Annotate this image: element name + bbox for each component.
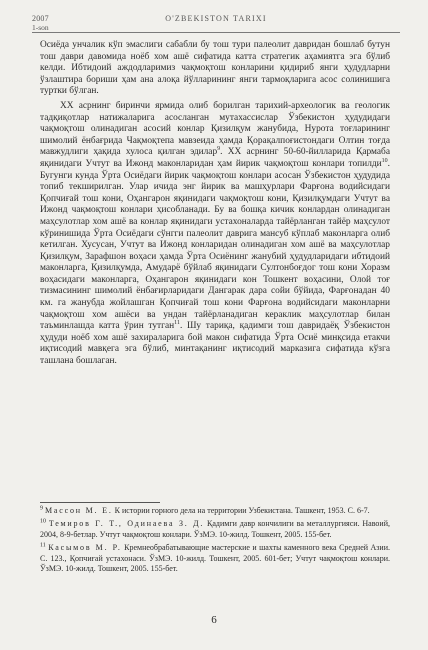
footnote-11 xyxy=(40,543,390,574)
paragraph-2-text-b: . XX асрнинг 50-60-йилларида Қармаба яқинидаги Учтут ва Ижонд маконларидан ҳам йирик чақмоқтош конлари топилди xyxy=(40,147,390,169)
page-number: 6 xyxy=(211,614,217,626)
footnote-author: Темиров Г. Т., Одинаева З. Д. xyxy=(48,519,205,529)
footnote-ref-11[interactable]: 11 xyxy=(174,320,180,327)
footnote-text: Кремнеобрабатывающие мастерские и шахты каменного века Средней Азии. С. 123., Қопчиғай устахонаси. ЎзМЭ. 10-жилд. Тошкент, 2005. 601-бет; Учтут чақмоқтош конлари. ЎзМЭ. 10-жилд. Тошкент, 2005. 155-бет. xyxy=(40,543,390,574)
footnote-text: К истории горного дела на территории Узбекистана. Ташкент, 1953. С. 6-7. xyxy=(112,506,370,515)
footnote-text: Қадимги давр кончилиги ва металлургияси. Навоий, 2004, 8-9-бетлар. Учтут чақмоқтош конлари. ЎзМЭ. 10-жилд. Тошкент, 2005. 155-бет. xyxy=(40,519,390,539)
paragraph-1 xyxy=(40,40,390,98)
paragraph-2-text: XX асрнинг биринчи ярмида олиб борилган тарихий-археологик ва геологик тадқиқотлар натижаларига асосланган мутахассислар Ўзбекистон ҳудудидаги чақмоқтош олинадиган асосий конлар Қизилқум жанубида, Нурота тоғларининг шимолий ёнбағрида Чақмоқтепа мавзеида ҳамда Қорақалпоғистондаги Олтин тоғда мавжудлиги ҳақида хулоса қилган эдилар xyxy=(40,100,390,158)
paragraph-2-text-d: . Шу тариқа, қадимги тош давридаёқ Ўзбекистон ҳудуди ноёб хом ашё захираларига бой макон сифатида Ўрта Осиё минқсида етакчи иқтисодий мавқега эга бўлиб, минтақанинг иқтисодий марказига сифатида кўзга ташлана бошлаган. xyxy=(40,321,391,367)
body-text xyxy=(40,40,390,368)
running-header xyxy=(32,14,400,32)
footnote-author: Касымов М. Р. xyxy=(48,543,122,553)
footnote-ref-9[interactable]: 9 xyxy=(217,146,221,153)
paragraph-2-text-c: . Бугунги кунда Ўрта Осиёдаги йирик чақмоқтош конлари асосан Ўзбекистон ҳудудида топиб текширилган. Улар ичида энг йирик ва машҳурлари Фарғона водийсидаги Қопчиғай тош кони, Оҳангарон яқинидаги чақмоқтош кони, Қизилқумдаги Учтут ва Ижонд чақмоқтош конлари ҳисобланади. Бу ва бошқа кичик конлардан олинадиган маҳсулотлар хом ашё ва конлар яқинидаги устахоналарда тайёрланган тайёр маҳсулот кўринишида Ўрта Осиёдаги сўнгги палеолит даврига мансуб кўплаб маконларга олиб кетилган. Хусусан, Учтут ва Ижонд конларидан олинадиган хом ашё ва маҳсулотлар Қизилқум, Зарафшон воҳаси ҳамда Ўрта Осиёнинг жанубий ҳудудларидаги ибтидоий маконларга, Қизилқумда, Амударё бўйлаб яқинидаги Султонбоғдог тош кони Хоразм воҳасидаги маконларга, Оҳангарон яқинидаги кон Тошкент воҳасини, Олой тоғ тизмасининг шимолий ёнбағирларидаги Дангарак дара сойи бўйида, Фарғонадан 40 км. га жанубда жойлашган Қопчиғай тош кони Фарғона водийсидаги маконларни чақмоқтош хом ашёси ва ундан тайёрланадиган кераклик маҳсулотлар билан таъминлашда катта ўрин тутган xyxy=(40,158,390,332)
footnote-10 xyxy=(40,519,390,540)
paragraph-2 xyxy=(40,101,390,368)
header-year: 2007 xyxy=(32,14,49,23)
footnote-number: 10 xyxy=(40,518,46,525)
header-rule xyxy=(32,32,400,33)
footnote-number: 9 xyxy=(40,505,43,512)
header-journal-title: O'ZBEKISTON TARIXI xyxy=(165,14,267,23)
footnote-9 xyxy=(40,506,390,516)
footnote-ref-10[interactable]: 10 xyxy=(381,157,388,164)
paragraph-1-text: Осиёда унчалик кўп эмаслиги сабабли бу тош тури палеолит давридан бошлаб бутун тош даври давомида ноёб хом ашё сифатида катта стратегик аҳамиятга эга бўлиб келди. Ибтидоий аждодларимиз чақмоқтош конларини қидириб янги ҳудудларни ўзлаштира бориши ҳам ана алоқа йўлларининг янги тармоқларига асос солинишига туртки бўлган. xyxy=(40,40,390,97)
footnote-number: 11 xyxy=(40,542,46,549)
footnote-author: Массон М. Е. xyxy=(45,506,113,515)
header-volume: 1-son xyxy=(32,23,49,32)
footnote-divider xyxy=(40,502,160,503)
footnotes xyxy=(40,506,390,577)
